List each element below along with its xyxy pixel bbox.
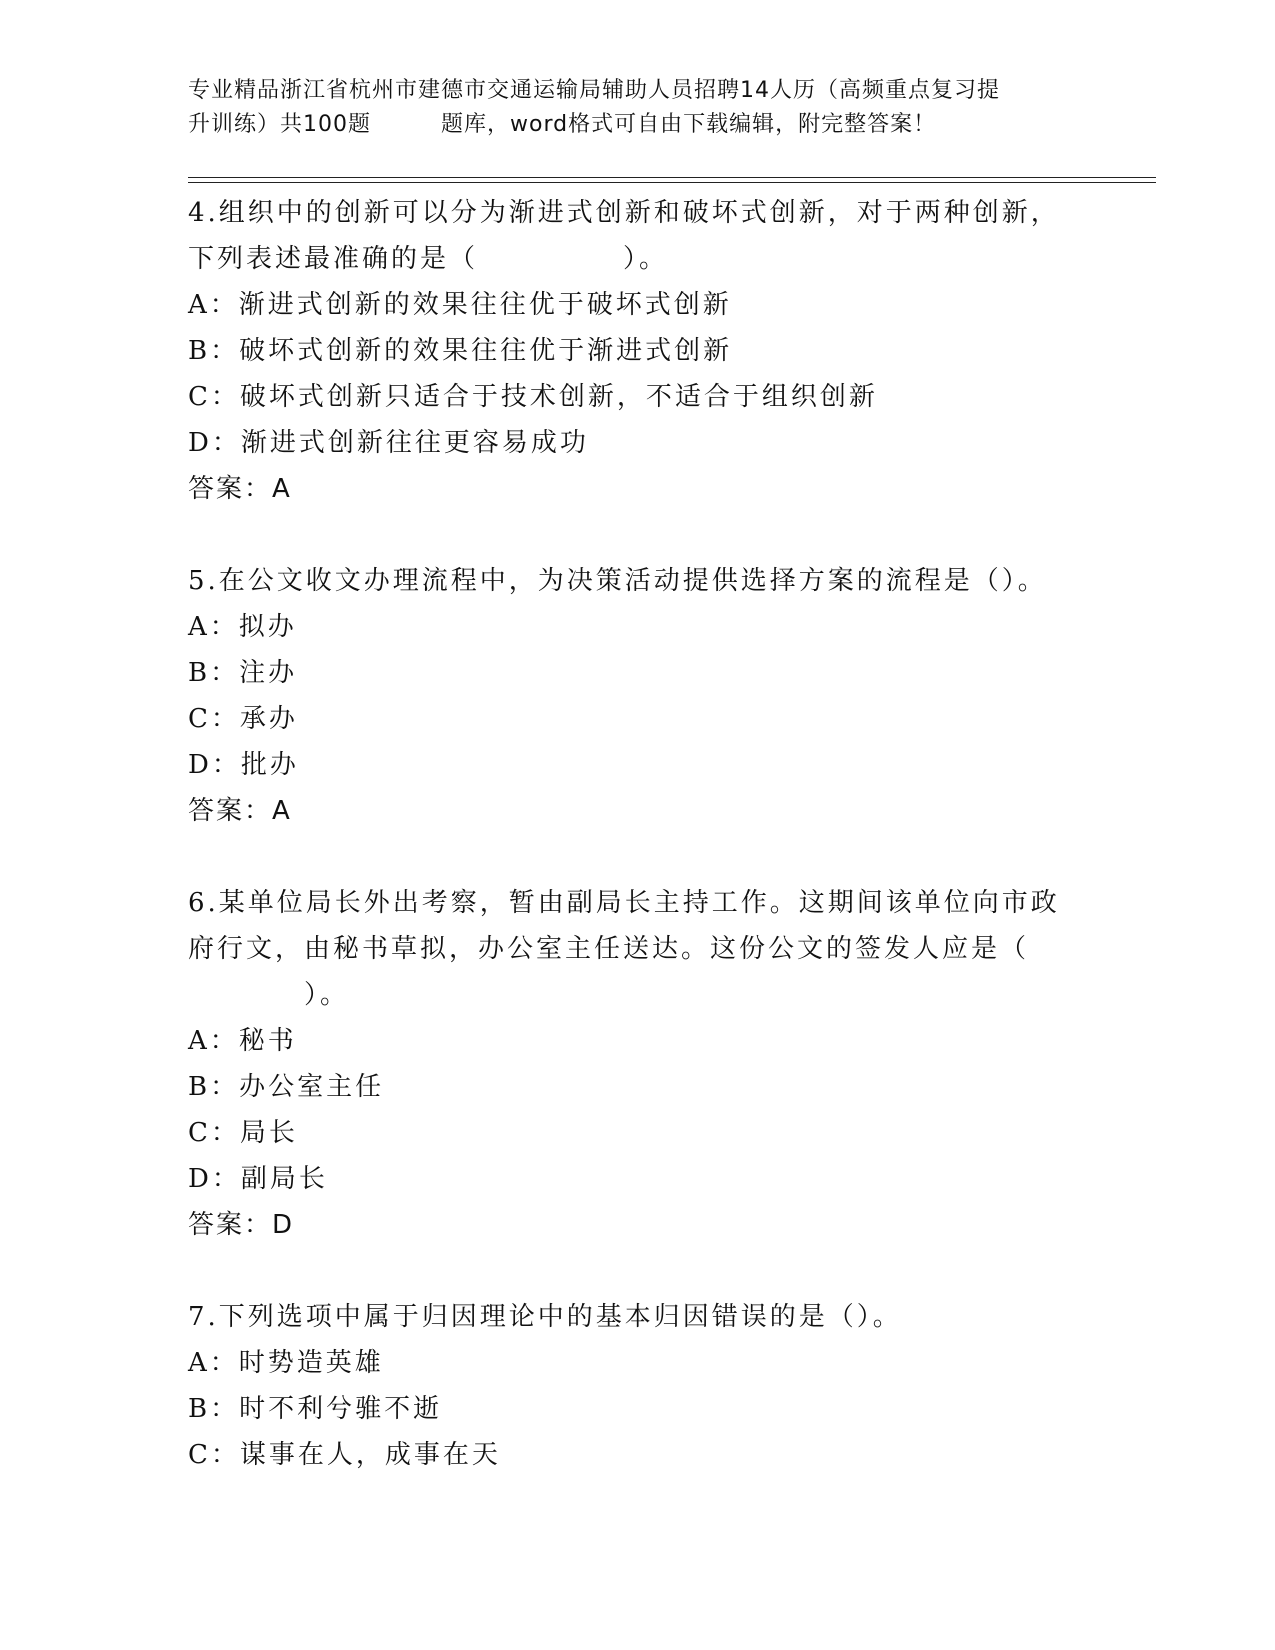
- header-title-line-2-left: 升训练）共100题: [188, 112, 371, 137]
- option-b: B：时不利兮骓不逝: [188, 1394, 443, 1424]
- header-divider-bottom: [188, 182, 1156, 183]
- question-item: [188, 190, 1088, 512]
- option-a: A：拟办: [188, 612, 297, 642]
- header-title-line-1: 专业精品浙江省杭州市建德市交通运输局辅助人员招聘14人历（高频重点复习提: [188, 78, 1000, 103]
- question-spacer: [188, 834, 1088, 880]
- question-stem-line: 4.组织中的创新可以分为渐进式创新和破坏式创新，对于两种创新，: [188, 198, 1060, 228]
- header-title-line-2: [188, 108, 1088, 142]
- document-header: [188, 74, 1088, 142]
- question-stem-line: 5.在公文收文办理流程中，为决策活动提供选择方案的流程是（）。: [188, 566, 1047, 596]
- question-stem-line: 府行文，由秘书草拟，办公室主任送达。这份公文的签发人应是（: [188, 934, 1030, 964]
- answer-line: 答案：A: [188, 474, 292, 504]
- question-item: [188, 880, 1088, 1248]
- answer-line: 答案：A: [188, 796, 292, 826]
- question-spacer: [188, 1248, 1088, 1294]
- question-item: [188, 558, 1088, 834]
- option-b: B：注办: [188, 658, 298, 688]
- option-c: C：局长: [188, 1118, 298, 1148]
- option-c: C：破坏式创新只适合于技术创新，不适合于组织创新: [188, 382, 878, 412]
- question-stem-line: 7.下列选项中属于归因理论中的基本归因错误的是（）。: [188, 1302, 902, 1332]
- option-d: D：副局长: [188, 1164, 328, 1194]
- option-a: A：渐进式创新的效果往往优于破坏式创新: [188, 290, 732, 320]
- header-divider-top: [188, 177, 1156, 178]
- option-b: B：办公室主任: [188, 1072, 385, 1102]
- question-stem-line: ）。: [188, 980, 350, 1010]
- question-stem-line: 下列表述最准确的是（ ）。: [188, 244, 669, 274]
- answer-line: 答案：D: [188, 1210, 295, 1240]
- question-item: [188, 1294, 1088, 1478]
- question-spacer: [188, 512, 1088, 558]
- option-c: C：承办: [188, 704, 298, 734]
- option-d: D：渐进式创新往往更容易成功: [188, 428, 589, 458]
- question-stem-line: 6.某单位局长外出考察，暂由副局长主持工作。这期间该单位向市政: [188, 888, 1060, 918]
- option-b: B：破坏式创新的效果往往优于渐进式创新: [188, 336, 733, 366]
- option-d: D：批办: [188, 750, 299, 780]
- option-c: C：谋事在人，成事在天: [188, 1440, 501, 1470]
- question-list: [188, 190, 1088, 1478]
- header-title-line-2-right: 题库，word格式可自由下载编辑，附完整答案！: [441, 112, 937, 137]
- option-a: A：时势造英雄: [188, 1348, 384, 1378]
- option-a: A：秘书: [188, 1026, 297, 1056]
